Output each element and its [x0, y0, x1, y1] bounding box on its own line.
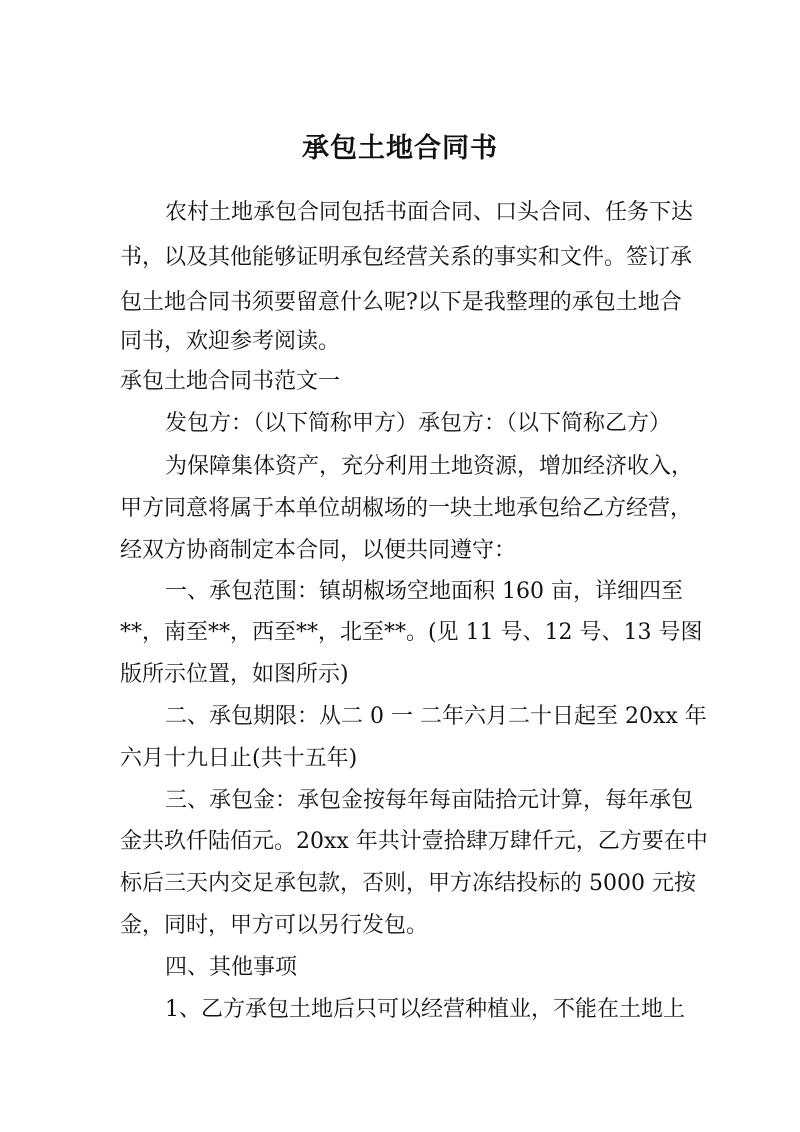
clause-3-line-1: 三、承包金：承包金按每年每亩陆拾元计算，每年承包 [165, 788, 694, 813]
document-title: 承包土地合同书 [302, 133, 498, 164]
clause-2-line-1: 二、承包期限：从二 0 一 二年六月二十日起至 20xx 年 [165, 704, 707, 729]
clause-3-line-3: 标后三天内交足承包款，否则，甲方冻结投标的 5000 元按 [120, 871, 696, 896]
clause-1-line-3: 版所示位置，如图所示) [120, 662, 349, 687]
clause-2-line-2: 六月十九日止(共十五年) [120, 746, 358, 771]
section-heading: 承包土地合同书范文一 [120, 369, 341, 394]
clause-1-line-1: 一、承包范围：镇胡椒场空地面积 160 亩，详细四至 [165, 579, 683, 604]
purpose-line-1: 为保障集体资产，充分利用土地资源，增加经济收入， [165, 454, 694, 479]
intro-line-3: 包土地合同书须要留意什么呢?以下是我整理的承包土地合 [120, 290, 682, 315]
purpose-line-3: 经双方协商制定本合同，以便共同遵守： [120, 538, 517, 563]
intro-line-4: 同书，欢迎参考阅读。 [120, 329, 341, 354]
clause-4-item-1: 1、乙方承包土地后只可以经营种植业，不能在土地上 [165, 997, 685, 1022]
clause-3-line-4: 金，同时，甲方可以另行发包。 [120, 913, 429, 938]
clause-4-heading: 四、其他事项 [165, 955, 298, 980]
clause-1-line-2: **，南至**，西至**，北至**。(见 11 号、12 号、13 号图 [120, 620, 703, 645]
parties-line: 发包方：（以下简称甲方）承包方：（以下简称乙方） [165, 411, 672, 436]
purpose-line-2: 甲方同意将属于本单位胡椒场的一块土地承包给乙方经营， [120, 496, 693, 521]
clause-3-line-2: 金共玖仟陆佰元。20xx 年共计壹拾肆万肆仟元，乙方要在中 [120, 829, 708, 854]
intro-line-1: 农村土地承包合同包括书面合同、口头合同、任务下达 [165, 200, 694, 225]
intro-line-2: 书，以及其他能够证明承包经营关系的事实和文件。签订承 [120, 245, 693, 270]
